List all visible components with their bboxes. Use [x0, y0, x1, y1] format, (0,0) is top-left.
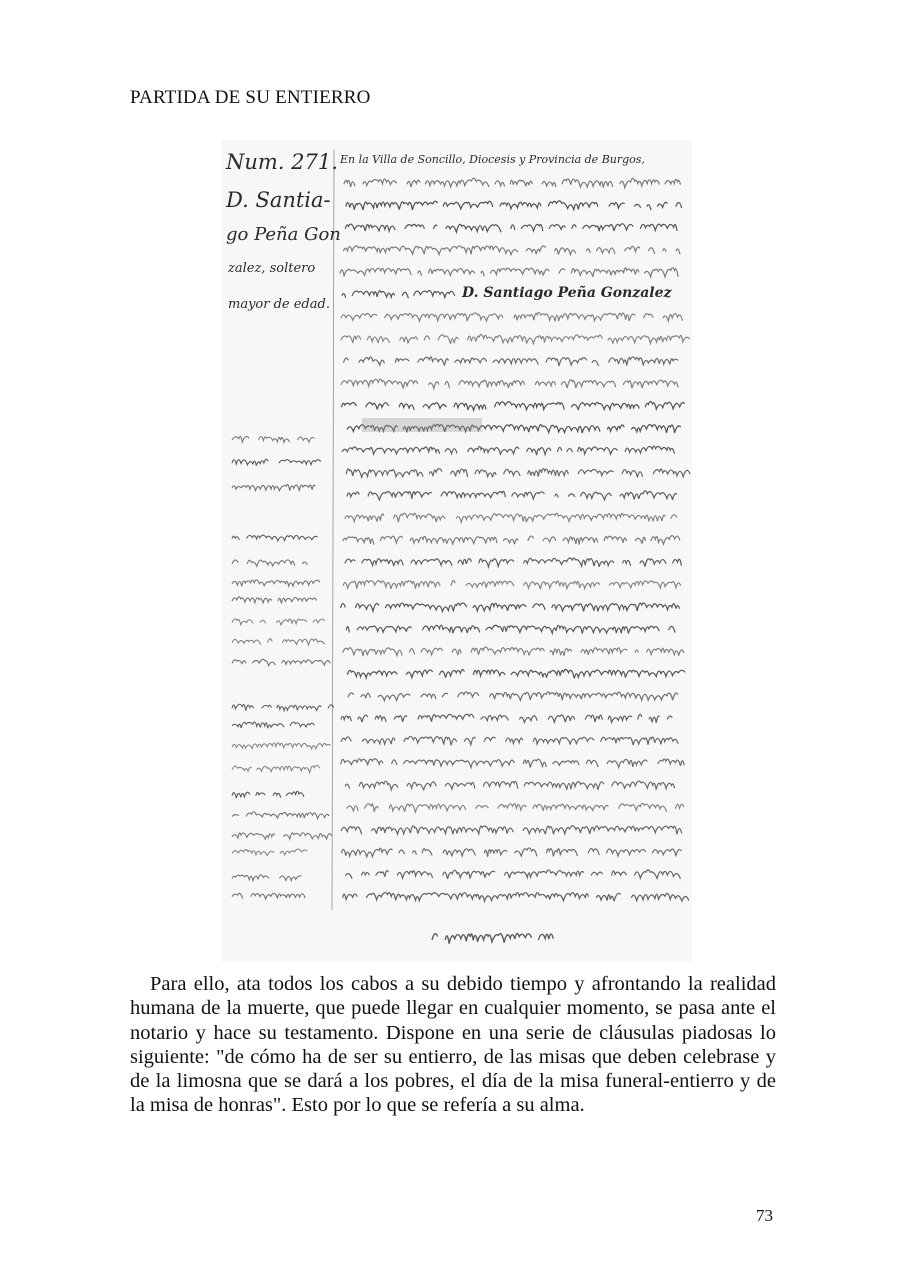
margin-note-line — [232, 875, 308, 881]
handwriting-line — [345, 870, 680, 879]
margin-heading-number: Num. 271. — [226, 150, 338, 174]
margin-heading-line: mayor de edad. — [228, 297, 330, 312]
scan-shading — [362, 418, 482, 432]
handwriting-line — [346, 625, 682, 633]
margin-note-line — [232, 833, 341, 839]
handwriting-line — [341, 736, 688, 745]
signature-stroke — [432, 933, 563, 943]
handwriting-line — [343, 647, 684, 656]
margin-note-line — [232, 560, 308, 566]
handwriting-line — [342, 290, 455, 298]
handwriting-line — [344, 178, 681, 188]
handwriting-line — [343, 536, 680, 545]
handwriting-line — [341, 603, 686, 611]
manuscript-first-line: En la Villa de Soncillo, Diocesis y Provincia de Burgos, — [340, 153, 645, 166]
margin-note-line — [232, 893, 312, 899]
margin-heading-line: zalez, soltero — [228, 261, 316, 276]
margin-note-line — [232, 704, 334, 710]
margin-note-line — [232, 659, 330, 665]
body-paragraph: Para ello, ata todos los cabos a su debido tiempo y afrontando la realidad humana de la muerte, que puede llegar en cualquier momento, se pasa ante el notario y hace su testamento. Dispone en una serie de cláusulas piadosas lo siguiente: "de cómo ha de ser su entierro, de las misas que deben celebrase y de la limosna que se dará a los pobres, el día de la misa funeral-entierro y de la misa de honras". Esto por lo que se refería a su alma. — [130, 973, 776, 1117]
handwriting-line — [343, 246, 680, 255]
handwriting-line — [345, 781, 681, 790]
margin-note-line — [232, 580, 329, 586]
manuscript-scan-image — [222, 140, 692, 962]
handwriting-line — [342, 402, 685, 411]
handwriting-line — [341, 714, 678, 722]
margin-note-line — [232, 619, 325, 625]
margin-note-line — [232, 639, 325, 645]
handwriting-line — [343, 581, 681, 590]
margin-note-line — [232, 535, 318, 541]
manuscript-deceased-name: D. Santiago Peña Gonzalez — [462, 285, 672, 301]
handwriting-line — [342, 446, 684, 455]
handwriting-line — [341, 848, 681, 857]
handwriting-line — [347, 803, 684, 812]
handwriting-line — [343, 357, 687, 366]
margin-note-line — [232, 812, 336, 819]
handwriting-line — [345, 513, 683, 522]
margin-rule — [332, 150, 334, 910]
margin-note-line — [232, 791, 315, 798]
page-number: 73 — [756, 1206, 773, 1225]
handwriting-line — [347, 491, 682, 500]
handwriting-line — [341, 826, 682, 835]
handwriting-line — [345, 558, 682, 567]
handwriting-line — [341, 312, 682, 321]
margin-note-line — [232, 484, 315, 490]
margin-note-line — [232, 459, 321, 465]
handwriting-line — [346, 201, 682, 210]
margin-note-line — [232, 722, 321, 728]
margin-heading-line: D. Santia- — [226, 188, 331, 212]
handwriting-line — [348, 692, 678, 701]
handwriting-line — [345, 224, 677, 233]
margin-note-line — [232, 765, 320, 772]
page-heading: PARTIDA DE SU ENTIERRO — [130, 87, 371, 108]
handwriting-line — [341, 335, 690, 344]
handwriting-line — [341, 759, 684, 768]
margin-heading-line: go Peña Gon — [226, 224, 341, 245]
handwriting-line — [347, 669, 685, 678]
handwriting-line — [346, 469, 690, 478]
margin-note-line — [232, 436, 314, 442]
handwriting-line — [341, 379, 678, 388]
handwriting-line — [343, 893, 689, 902]
margin-note-line — [232, 743, 339, 749]
margin-note-line — [232, 597, 317, 604]
margin-note-line — [232, 849, 307, 855]
handwriting-line — [340, 268, 688, 277]
